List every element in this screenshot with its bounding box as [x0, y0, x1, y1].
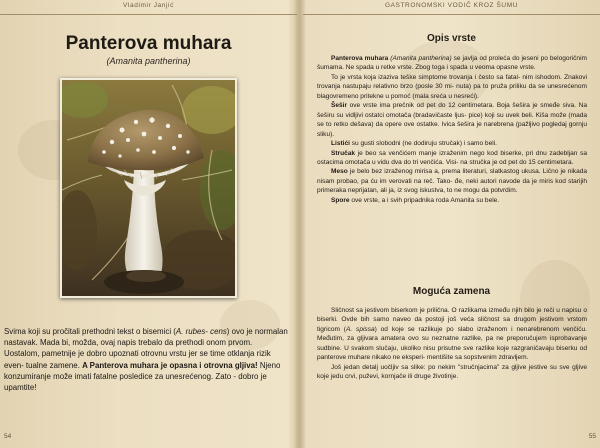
mushroom-photo — [60, 78, 237, 298]
intro-latin-ref: A. rubes- cens — [175, 327, 227, 336]
term-bold: Šešir — [331, 102, 348, 110]
term-bold: Listići — [331, 140, 350, 148]
latin-term: (Amanita pantherina) — [388, 55, 452, 62]
header-rule — [303, 14, 600, 15]
right-page — [303, 0, 600, 448]
paragraph-text: je beo sa venčićem manje izraženim nego kod biserke, pri dnu zadebljan sa ostacima omotača u vidu dva do tri venčića. Visi- na stručka je od pet do 15 centimetara. — [317, 149, 587, 166]
paragraph — [317, 306, 587, 363]
paragraph-text: Još jedan detalj uočljiv sa slike: po nekim "stručnjacima" za gljive jestive su sve gljive koje jedu crvi, puževi, kornjače ili druge životinje. — [317, 363, 587, 381]
paragraph — [317, 101, 587, 139]
term-bold: Panterova muhara — [331, 55, 389, 62]
paragraph-text: ove vrste, a i svih pripadnika roda Amanita su bele. — [349, 196, 500, 204]
paragraph — [317, 139, 587, 148]
paragraph-text: su gusti slobodni (ne dodiruju stručak) i samo beli. — [349, 140, 497, 148]
running-head-author: Vladimir Janjić — [123, 2, 174, 9]
paragraph-text: se javlja od proleća do jeseni po belogoričnim šumama. Ne spada u retke vrste. Zbog toga i spada u veoma opasne vrste. — [317, 55, 587, 72]
paragraph-text: je belo bez izraženog mirisa a, prema literaturi, slatkastog ukusa. Lično je nikada nisam probao, pa ću im verovati na reč. Tako- đe, neki autori navode da je miris kod starijih primeraka neprijatan, ali ja, iz svog iskustva, to ne mogu da potvrdim. — [317, 168, 587, 195]
term-bold: Spore — [331, 196, 350, 204]
description-text — [317, 54, 587, 205]
paragraph — [317, 167, 587, 195]
page-number-left: 54 — [4, 433, 12, 440]
intro-text-part: ) ovo je normalan nastavak. Mada bi, možda, ovaj napis trebalo da prethodi onom prvom. Uostalom, pametnije je dobro upoznati otrovnu vrstu jer se time otklanja rizik even- tualne zamene. — [4, 327, 288, 370]
paragraph-text: To je vrsta koja izaziva teške simptome trovanja i često sa fatal- nim ishodom. Znakovi trovanja nastupaju relativno brzo (posle 30 mi- nuta) pa to pruža priliku da se unesrećenom blagovremeno pritekne u pomoć (mala sreća u nesreći). — [317, 73, 587, 100]
confusion-text — [317, 306, 587, 382]
paragraph — [317, 149, 587, 168]
latin-name: (Amanita pantherina) — [106, 56, 191, 66]
section-title-description: Opis vrste — [427, 33, 476, 44]
intro-text-part: Njeno konzumiranje može imati fatalne posledice za unesrećenog. Zato - dobro je upamtite! — [4, 360, 281, 393]
term-bold: Meso — [331, 168, 348, 176]
intro-warning: A Panterova muhara je opasna i otrovna gljiva! — [82, 360, 258, 370]
paragraph-text: ove vrste ima prečnik od pet do 12 centimetara. Boja šešira je smeđe siva. Na šeširu su vidljivi ostatci omotača (bradavičaste ljus- pice) koji su uvek beli. Kiša može (mada se to retko dešava) da opere ove ostatke. Ivica šešira je narebrena (pažljivo pogledaj gornju sliku). — [317, 102, 587, 138]
page-number-right: 55 — [588, 433, 596, 440]
intro-paragraph — [4, 326, 289, 393]
section-title-confusion: Moguća zamena — [412, 286, 491, 297]
paragraph — [317, 54, 587, 73]
left-page — [0, 0, 297, 448]
intro-text-part: Svima koji su pročitali prethodni tekst o bisemici ( — [4, 327, 176, 336]
term-bold: Stručak — [331, 149, 356, 157]
running-head-book-title: GASTRONOMSKI VODIČ KROZ ŠUMU — [384, 2, 519, 9]
paragraph — [317, 73, 587, 101]
paragraph — [317, 363, 587, 382]
header-rule — [0, 14, 297, 15]
paragraph-text: ) od koje se razlikuje po slabo izraženom i nenarebrenom venčiću. Međutim, za gljivara amatera ovo su neznatne razlike, pa ne preporučujem isprobavanje sudbine. U svakom slučaju, ukoliko nisu prisutne sve razlike koje razgraničavaju biserku od panterove muhare nikako ne eksperi- mentišite sa sopstvenim zdravljem. — [317, 325, 587, 362]
page-title: Panterova muhara — [65, 33, 232, 54]
latin-term: A. spissa — [345, 325, 375, 333]
paragraph-text: Sličnost sa jestivom biserkom je prilična. O razlikama između njih bilo je reči u napisu o biserki. Ovde bih samo naveo da postoji još veća sličnost sa drugom jestivom vrstom tigricom ( — [317, 307, 587, 333]
paragraph — [317, 196, 587, 205]
intro-text — [4, 326, 289, 393]
